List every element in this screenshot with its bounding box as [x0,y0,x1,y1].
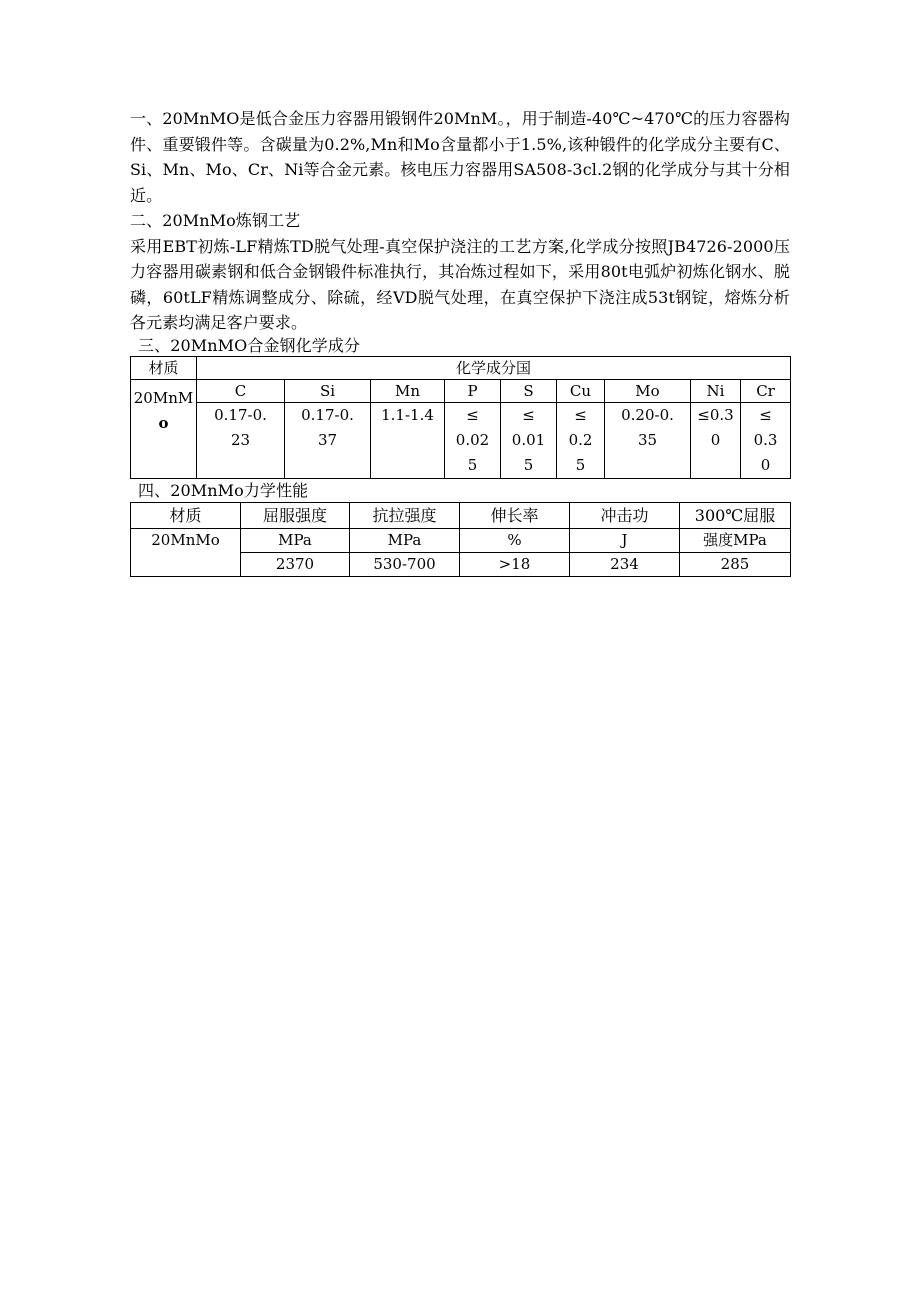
chem-val-mn-1: 1.1-1.4 [381,405,434,424]
chem-val-s-1: ≤ [522,405,535,424]
chem-val-c-1: 0.17-0. [214,405,267,424]
mech-val-impact: 234 [570,552,680,576]
chem-val-mn [371,402,445,478]
section-heading-2: 二、20MnMo炼钢工艺 [130,211,301,230]
mech-header-yield: 屈服强度 [241,502,350,528]
chem-val-ni-1: ≤0.3 [697,405,734,424]
chem-val-si-2: 37 [317,430,338,449]
chem-val-cu [557,402,605,478]
mech-header-material: 材质 [131,502,241,528]
chem-col-si: Si [285,379,371,402]
chem-val-mo-2: 35 [637,430,658,449]
chem-col-c: C [197,379,285,402]
mech-val-300c-yield: 285 [680,552,791,576]
chem-col-mn: Mn [371,379,445,402]
mech-header-300c-yield: 300℃屈服 [680,502,791,528]
mech-units-row [131,528,791,552]
mech-header-impact: 冲击功 [570,502,680,528]
chem-val-s-2: 0.01 [511,430,546,449]
section-heading-3: 三、20MnMO合金钢化学成分 [138,335,361,355]
mech-header-elongation: 伸长率 [460,502,570,528]
chem-val-ni-2: 0 [710,430,721,449]
chem-val-p-1: ≤ [466,405,479,424]
chem-val-cr-1: ≤ [759,405,772,424]
mech-val-elongation: >18 [460,552,570,576]
chem-val-si [285,402,371,478]
chem-material-header: 材质 [131,356,197,379]
mech-unit-impact: J [570,528,680,552]
document-content [130,106,790,577]
chem-val-mo [605,402,691,478]
chem-col-cu: Cu [557,379,605,402]
chem-val-s [501,402,557,478]
chem-val-s-3: 5 [523,455,534,474]
chem-col-mo: Mo [605,379,691,402]
chem-val-c [197,402,285,478]
mech-val-tensile: 530-700 [350,552,460,576]
mech-header-tensile: 抗拉强度 [350,502,460,528]
chem-group-header: 化学成分国 [197,356,791,379]
mech-material-cell: 20MnMo [131,528,241,576]
chem-val-cu-1: ≤ [574,405,587,424]
chem-material-line1: 20MnM [133,388,194,407]
mech-header-row [131,502,791,528]
chem-material-line2: o [158,413,169,432]
mech-unit-yield: MPa [241,528,350,552]
mech-unit-elongation: % [460,528,570,552]
chem-val-p [445,402,501,478]
mech-unit-tensile: MPa [350,528,460,552]
intro-paragraph: 一、20MnMO是低合金压力容器用锻钢件20MnM。，用于制造-40℃~470℃的压力容器构件、重要锻件等。含碳量为0.2%,Mn和Mo含量都小于1.5%,该种锻件的化学成分主要有C、Si、Mn、Mo、Cr、Ni等合金元素。核电压力容器用SA508-3cl.2钢的化学成分与其十分相近。 [130,109,790,205]
chem-values-row [131,402,791,478]
chemical-composition-table [130,356,791,479]
chem-val-c-2: 23 [230,430,251,449]
chem-material-cell [131,379,197,478]
chem-val-cr [741,402,791,478]
chem-col-p: P [445,379,501,402]
section-heading-4: 四、20MnMo力学性能 [138,480,309,500]
chem-col-cr: Cr [741,379,791,402]
chem-col-s: S [501,379,557,402]
chem-val-cu-2: 0.2 [568,430,593,449]
chem-val-p-2: 0.02 [455,430,490,449]
chem-val-p-3: 5 [467,455,478,474]
mech-val-yield: 2370 [241,552,350,576]
chem-header-row [131,356,791,379]
chem-val-cu-3: 5 [575,455,586,474]
mech-unit-300c-yield: 强度MPa [680,528,791,552]
chem-val-cr-3: 0 [760,455,771,474]
chem-val-ni [691,402,741,478]
chem-val-mo-1: 0.20-0. [621,405,674,424]
chem-columns-row [131,379,791,402]
process-paragraph: 采用EBT初炼-LF精炼TD脱气处理-真空保护浇注的工艺方案,化学成分按照JB4726-2000压力容器用碳素钢和低合金钢锻件标准执行，其冶炼过程如下，采用80t电弧炉初炼化钢水、脱磷，60tLF精炼调整成分、除硫，经VD脱气处理，在真空保护下浇注成53t钢锭，熔炼分析各元素均满足客户要求。 [130,236,790,332]
chem-col-ni: Ni [691,379,741,402]
chem-val-si-1: 0.17-0. [301,405,354,424]
chem-val-cr-2: 0.3 [753,430,778,449]
mechanical-properties-table [130,502,791,577]
